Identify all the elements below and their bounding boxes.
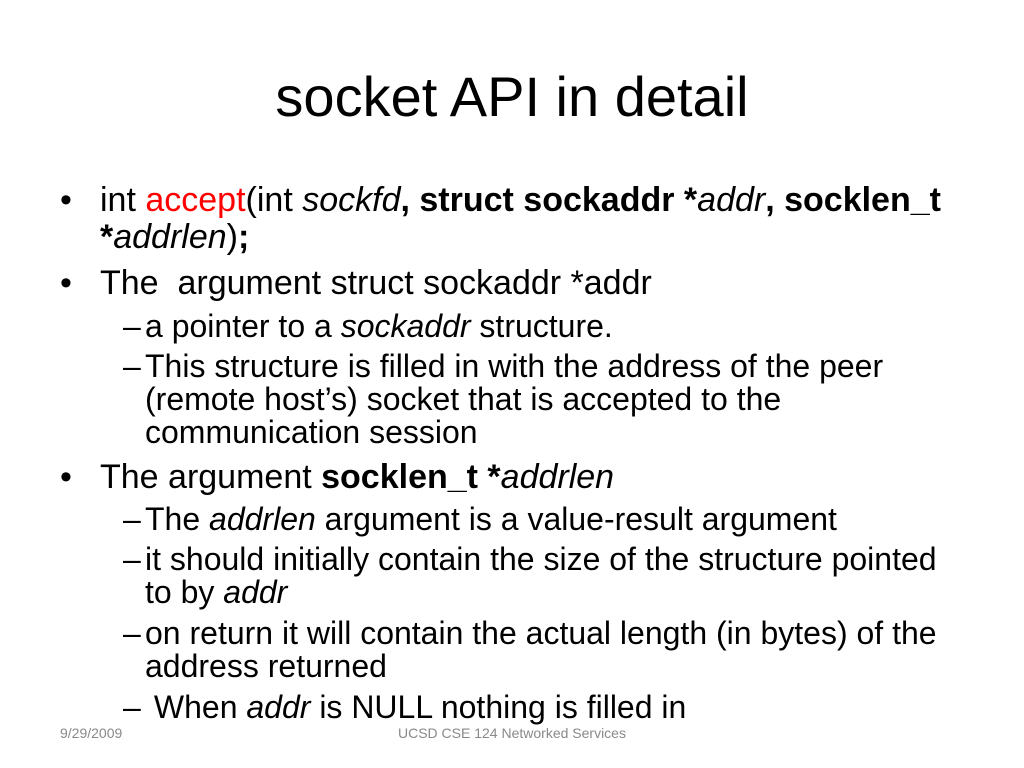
text-line [145,350,883,383]
bullet-marker: • [60,181,72,219]
text-run: address returned [145,648,387,684]
sub-bullet-item [123,348,884,450]
sub-bullet-item [123,689,687,725]
footer-course-title: UCSD CSE 124 Networked Services [398,725,626,741]
slide-title: socket API in detail [275,65,749,128]
bullet-item-addrlen-argument [60,458,615,496]
text-run: The [145,501,210,537]
bullet-item-addr-argument [60,264,652,302]
sub-bullet-item [123,615,937,684]
param-addr: addr [697,181,766,219]
text-line [145,416,883,449]
sub-bullet-item [123,541,937,610]
text-run: The argument struct sockaddr *addr [100,264,652,302]
sub-bullet-marker: – [123,615,141,651]
text-run-bold: ; [237,218,250,256]
text-run: This structure is filled in with the address of the peer [145,348,884,384]
sub-bullet-marker: – [123,308,141,344]
text-run-bold: , struct sockaddr * [400,181,698,219]
text-line [100,459,614,496]
text-run-italic: sockaddr [340,308,471,344]
text-run-bold: , socklen_t [765,181,941,219]
sub-bullet-item [123,308,613,344]
sub-bullet-item [123,501,837,537]
text-run-italic: addr [223,574,288,610]
text-run: structure. [470,308,613,344]
text-line [145,576,937,609]
text-line [145,650,937,683]
text-run-italic: addrlen [500,458,615,496]
text-run-bold: * [100,218,114,256]
text-run: ) [226,218,238,256]
text-run: is NULL nothing is filled in [310,689,687,725]
footer-date: 9/29/2009 [60,725,123,741]
text-line [145,310,613,343]
text-run: a pointer to a [145,308,341,344]
text-line [145,383,883,416]
text-run: to by [145,574,224,610]
text-run: on return it will contain the actual length (in bytes) of the [145,615,937,651]
bullet-item-accept-signature [60,181,941,256]
text-line [100,219,941,256]
text-run: When [145,689,247,725]
bullet-marker: • [60,458,72,496]
text-line [145,691,686,724]
sub-bullet-marker: – [123,501,141,537]
text-run: (remote host’s) socket that is accepted to the [145,381,782,417]
text-run: communication session [145,414,478,450]
param-sockfd: sockfd [302,181,401,219]
text-line [100,265,652,302]
text-line [100,182,941,219]
text-run: argument is a value-result argument [315,501,837,537]
text-run-italic: addrlen [209,501,316,537]
text-run: int [100,181,146,219]
sub-bullet-marker: – [123,689,141,725]
text-run: it should initially contain the size of the structure pointed [145,541,937,577]
text-run-bold: socklen_t * [321,458,501,496]
sub-bullet-marker: – [123,348,141,384]
text-line [145,503,837,536]
keyword-accept: accept [145,181,246,219]
text-line [145,543,937,576]
param-addrlen: addrlen [113,218,227,256]
text-line [145,617,937,650]
bullet-marker: • [60,264,72,302]
text-run: The argument [100,458,322,496]
text-run-italic: addr [246,689,311,725]
text-run: (int [245,181,303,219]
sub-bullet-marker: – [123,541,141,577]
